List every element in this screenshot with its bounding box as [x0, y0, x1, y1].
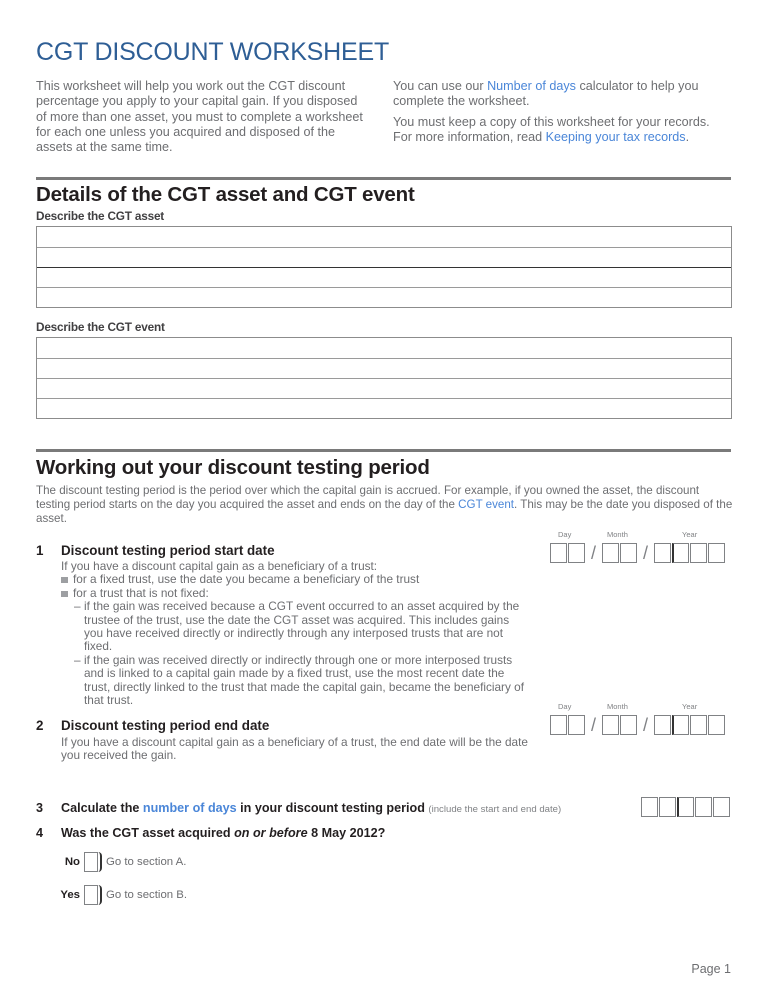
start-date-field[interactable] — [550, 530, 726, 563]
q2-title: Discount testing period end date — [61, 718, 270, 733]
q3-note: (include the start and end date) — [428, 804, 562, 815]
bullet-item — [61, 587, 531, 600]
end-date-field[interactable] — [550, 702, 726, 735]
start-year-digit-4[interactable] — [709, 544, 724, 562]
records-note-text-end: . — [685, 129, 690, 144]
end-year[interactable] — [654, 702, 726, 735]
end-year-digit-1[interactable] — [655, 716, 670, 734]
end-year-digit-3[interactable] — [691, 716, 706, 734]
option-instruction: Go to section B. — [106, 889, 188, 901]
question-number: 3 — [36, 801, 44, 815]
end-month-digit-1[interactable] — [603, 716, 618, 734]
arrow-icon — [98, 885, 102, 905]
q3-row — [36, 801, 561, 815]
option-no[interactable] — [48, 852, 186, 872]
start-day-digit-2[interactable] — [569, 544, 584, 562]
date-separator: / — [643, 543, 649, 563]
end-day-digit-2[interactable] — [569, 716, 584, 734]
end-day[interactable] — [550, 702, 586, 735]
q1-lead: If you have a discount capital gain as a beneficiary of a trust: — [61, 559, 378, 573]
asset-line-4[interactable] — [37, 288, 731, 307]
bullet-text: for a trust that is not fixed: — [73, 585, 209, 600]
records-note-text: You must keep a copy of this worksheet for your records. For more information, read — [393, 114, 710, 144]
testing-intro-text-end: . This may be the date you disposed of the asset. — [36, 498, 733, 526]
end-day-digit-1[interactable] — [551, 716, 566, 734]
question-number: 1 — [36, 543, 44, 558]
start-year-digit-1[interactable] — [655, 544, 670, 562]
dash-item — [61, 654, 531, 708]
asset-label: Describe the CGT asset — [36, 209, 165, 223]
testing-period-intro — [36, 484, 736, 527]
calculator-note-text-end: calculator to help you complete the worksheet. — [393, 79, 699, 109]
event-label: Describe the CGT event — [36, 320, 165, 334]
days-digit-5[interactable] — [714, 798, 729, 816]
dash-text: if the gain was received directly or indirectly through one or more interposed trusts and is linked to a capital gain made by a fixed trust, use the most recent date the trust, directly linked to the trust that made the capital gain, became the beneficiary of that trust. — [84, 652, 524, 708]
day-label: Day — [558, 702, 572, 711]
option-yes[interactable] — [48, 885, 187, 905]
dash-text: if the gain was received because a CGT event occurred to an asset acquired by the trustee of the trust, use the date the CGT asset was acquired. This includes gains you have received directly or indirectly through any interposed trusts that are not fixed. — [84, 599, 520, 654]
event-description-field[interactable] — [36, 337, 732, 419]
number-of-days-field[interactable] — [641, 797, 731, 817]
page-title: CGT DISCOUNT WORKSHEET — [36, 38, 390, 66]
start-month-digit-2[interactable] — [621, 544, 636, 562]
event-line-4[interactable] — [37, 399, 731, 418]
q4-text: Was the CGT asset acquired — [61, 826, 235, 840]
q4-text-italic: on or before — [234, 826, 308, 840]
cgt-event-link[interactable]: CGT event — [458, 498, 515, 512]
day-label: Day — [558, 530, 572, 539]
start-year-digit-3[interactable] — [691, 544, 706, 562]
bullet-square-icon — [61, 591, 68, 597]
dash-marker: – — [74, 652, 81, 667]
asset-description-field[interactable] — [36, 226, 732, 308]
bullet-item — [61, 573, 531, 586]
date-separator: / — [591, 543, 597, 563]
calculator-note — [393, 79, 723, 110]
testing-intro-text: The discount testing period is the period over which the capital gain is accrued. For example, if you owned the asset, the discount testing period starts on the day you acquired the asset and ends on the day of the — [36, 484, 700, 512]
asset-line-3[interactable] — [37, 268, 731, 287]
q3-text: Calculate the — [61, 801, 143, 815]
section-divider — [36, 449, 731, 452]
days-digit-2[interactable] — [660, 798, 675, 816]
question-number: 4 — [36, 826, 44, 840]
dash-marker: – — [74, 599, 81, 614]
days-digit-3[interactable] — [679, 798, 693, 816]
start-day[interactable] — [550, 530, 586, 563]
q3-text-end: in your discount testing period — [236, 801, 429, 815]
no-checkbox[interactable] — [84, 852, 98, 872]
date-separator: / — [591, 715, 597, 735]
option-label: No — [64, 856, 80, 868]
start-year-digit-2[interactable] — [674, 544, 688, 562]
page-number: Page 1 — [691, 962, 731, 976]
end-month[interactable] — [602, 702, 638, 735]
q1-title: Discount testing period start date — [61, 543, 275, 558]
number-of-days-link[interactable]: Number of days — [487, 79, 576, 93]
section-divider — [36, 177, 731, 180]
event-line-3[interactable] — [37, 379, 731, 398]
arrow-icon — [98, 852, 102, 872]
end-month-digit-2[interactable] — [621, 716, 636, 734]
end-year-digit-4[interactable] — [709, 716, 724, 734]
event-line-1[interactable] — [37, 338, 731, 358]
start-year[interactable] — [654, 530, 726, 563]
intro-text: This worksheet will help you work out the CGT discount percentage you apply to your capital gain. If you disposed of more than one asset, you must to complete a worksheet for each one unless you acquired and disposed of the assets at the same time. — [36, 79, 363, 155]
yes-checkbox[interactable] — [84, 885, 98, 905]
q4-row — [36, 826, 385, 840]
event-line-2[interactable] — [37, 359, 731, 378]
start-day-digit-1[interactable] — [551, 544, 566, 562]
testing-period-heading: Working out your discount testing period — [36, 456, 430, 479]
asset-line-1[interactable] — [37, 227, 731, 247]
dash-item — [61, 600, 531, 654]
details-heading: Details of the CGT asset and CGT event — [36, 183, 415, 206]
q4-text-end: 8 May 2012? — [307, 826, 386, 840]
q2-instructions: If you have a discount capital gain as a beneficiary of a trust, the end date will be the date you received the gain. — [61, 735, 528, 763]
bullet-text: for a fixed trust, use the date you became a beneficiary of the trust — [73, 572, 420, 587]
bullet-square-icon — [61, 577, 68, 583]
calculator-note-text: You can use our — [393, 79, 488, 93]
intro-right — [393, 79, 723, 145]
month-label: Month — [607, 702, 628, 711]
option-instruction: Go to section A. — [106, 856, 187, 868]
year-label: Year — [682, 702, 698, 711]
days-digit-4[interactable] — [696, 798, 711, 816]
end-year-digit-2[interactable] — [674, 716, 688, 734]
keeping-tax-records-link[interactable]: Keeping your tax records — [545, 129, 686, 144]
records-note — [393, 115, 723, 146]
option-label: Yes — [60, 889, 80, 901]
year-label: Year — [682, 530, 698, 539]
asset-line-2[interactable] — [37, 248, 731, 267]
start-month[interactable] — [602, 530, 638, 563]
days-digit-1[interactable] — [642, 798, 657, 816]
q1-instructions — [61, 560, 531, 707]
start-month-digit-1[interactable] — [603, 544, 618, 562]
number-of-days-link[interactable]: number of days — [142, 801, 237, 815]
month-label: Month — [607, 530, 628, 539]
date-separator: / — [643, 715, 649, 735]
question-number: 2 — [36, 718, 44, 733]
